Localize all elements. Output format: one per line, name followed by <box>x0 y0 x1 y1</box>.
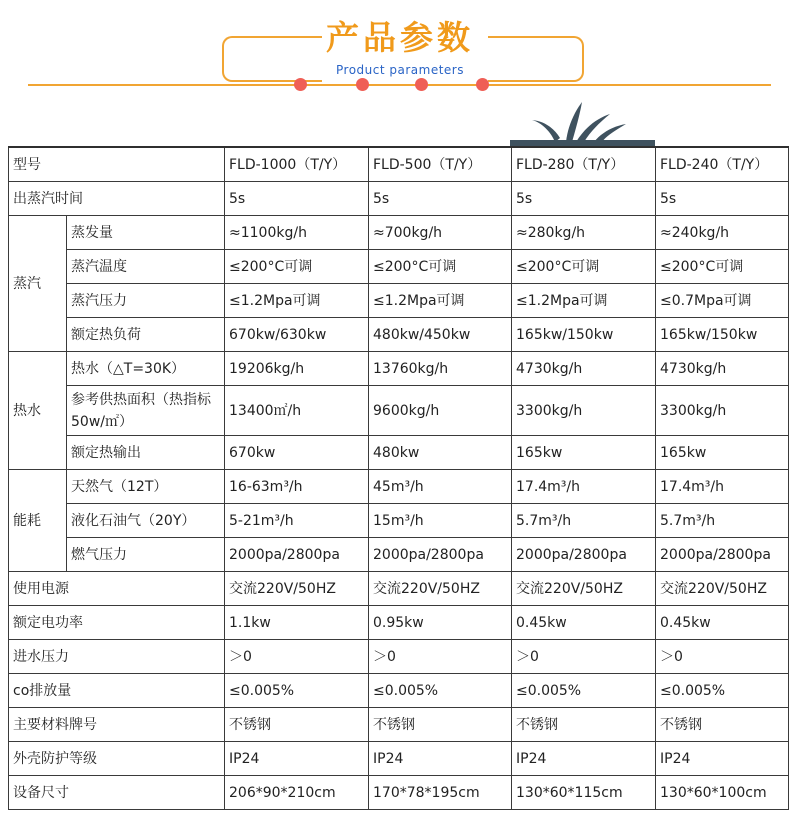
cell-value: ≤200°C可调 <box>512 250 656 284</box>
cell-label: 额定热输出 <box>67 436 225 470</box>
cell-value: 2000pa/2800pa <box>656 538 789 572</box>
cell-value: 不锈钢 <box>225 708 369 742</box>
cell-label: 出蒸汽时间 <box>9 182 225 216</box>
cell-value: 不锈钢 <box>512 708 656 742</box>
cell-value: 17.4m³/h <box>512 470 656 504</box>
page-subtitle: Product parameters <box>336 63 464 77</box>
cell-label: 使用电源 <box>9 572 225 606</box>
group-label-hot-water: 热水 <box>9 352 67 470</box>
cell-value: 15m³/h <box>369 504 512 538</box>
section-header <box>0 0 800 130</box>
cell-value: ≤0.005% <box>225 674 369 708</box>
cell-value: 交流220V/50HZ <box>512 572 656 606</box>
cell-value: 130*60*100cm <box>656 776 789 810</box>
cell-label: 燃气压力 <box>67 538 225 572</box>
decor-dot <box>294 78 307 91</box>
cell-value: 170*78*195cm <box>369 776 512 810</box>
decor-dot <box>356 78 369 91</box>
cell-value: 670kw/630kw <box>225 318 369 352</box>
cell-value: ＞0 <box>369 640 512 674</box>
cell-value: 2000pa/2800pa <box>225 538 369 572</box>
cell-value: 4730kg/h <box>512 352 656 386</box>
table-row <box>9 436 789 470</box>
table-row <box>9 606 789 640</box>
group-label-energy: 能耗 <box>9 470 67 572</box>
cell-value: 交流220V/50HZ <box>369 572 512 606</box>
cell-label: 蒸汽温度 <box>67 250 225 284</box>
cell-value: 2000pa/2800pa <box>512 538 656 572</box>
cell-value: ≤200°C可调 <box>225 250 369 284</box>
cell-label: 主要材料牌号 <box>9 708 225 742</box>
cell-model: FLD-240（T/Y） <box>656 147 789 182</box>
cell-label: 参考供热面积（热指标50w/㎡） <box>67 386 225 436</box>
cell-value: 2000pa/2800pa <box>369 538 512 572</box>
cell-value: 1.1kw <box>225 606 369 640</box>
cell-value: 不锈钢 <box>656 708 789 742</box>
cell-value: ≤200°C可调 <box>369 250 512 284</box>
cell-value: ≤0.005% <box>656 674 789 708</box>
table-row <box>9 182 789 216</box>
cell-label: 设备尺寸 <box>9 776 225 810</box>
cell-value: 5-21m³/h <box>225 504 369 538</box>
cell-value: 480kw <box>369 436 512 470</box>
cell-value: ≤0.005% <box>369 674 512 708</box>
table-row <box>9 640 789 674</box>
table-row <box>9 776 789 810</box>
cell-model: FLD-280（T/Y） <box>512 147 656 182</box>
cell-label: 额定电功率 <box>9 606 225 640</box>
cell-value: ＞0 <box>656 640 789 674</box>
cell-value: ≤1.2Mpa可调 <box>369 284 512 318</box>
table-row <box>9 708 789 742</box>
cell-value: 206*90*210cm <box>225 776 369 810</box>
cell-value: 45m³/h <box>369 470 512 504</box>
cell-value: 13760kg/h <box>369 352 512 386</box>
cell-value: ≤0.7Mpa可调 <box>656 284 789 318</box>
cell-value: 480kw/450kw <box>369 318 512 352</box>
cell-value: ＞0 <box>512 640 656 674</box>
table-row <box>9 318 789 352</box>
table-row <box>9 674 789 708</box>
cell-label: 天然气（12T） <box>67 470 225 504</box>
cell-value: 165kw <box>512 436 656 470</box>
cell-value: 5.7m³/h <box>656 504 789 538</box>
cell-value: 17.4m³/h <box>656 470 789 504</box>
cell-value: 670kw <box>225 436 369 470</box>
cell-label: 热水（△T=30K） <box>67 352 225 386</box>
cell-value: 130*60*115cm <box>512 776 656 810</box>
cell-value: 4730kg/h <box>656 352 789 386</box>
table-row <box>9 504 789 538</box>
table-row <box>9 216 789 250</box>
cell-value: 交流220V/50HZ <box>225 572 369 606</box>
decor-dot <box>476 78 489 91</box>
cell-value: ≤0.005% <box>512 674 656 708</box>
cell-value: IP24 <box>369 742 512 776</box>
header-divider-line <box>28 84 771 86</box>
cell-value: ≈1100kg/h <box>225 216 369 250</box>
cell-model: FLD-1000（T/Y） <box>225 147 369 182</box>
cell-value: 3300kg/h <box>512 386 656 436</box>
cell-value: ≈280kg/h <box>512 216 656 250</box>
cell-value: 0.95kw <box>369 606 512 640</box>
cell-value: 不锈钢 <box>369 708 512 742</box>
cell-value: 0.45kw <box>656 606 789 640</box>
cell-value: 5.7m³/h <box>512 504 656 538</box>
cell-value: 9600kg/h <box>369 386 512 436</box>
cell-value: 165kw/150kw <box>656 318 789 352</box>
page-title: 产品参数 <box>326 18 474 57</box>
cell-value: 3300kg/h <box>656 386 789 436</box>
table-row <box>9 284 789 318</box>
cell-value: 5s <box>656 182 789 216</box>
cell-value: ≤1.2Mpa可调 <box>512 284 656 318</box>
cell-label: 进水压力 <box>9 640 225 674</box>
decor-dot <box>415 78 428 91</box>
parameters-table <box>8 146 789 810</box>
table-row <box>9 538 789 572</box>
cell-value: 165kw/150kw <box>512 318 656 352</box>
leaf-decoration-icon <box>510 100 655 146</box>
table-row <box>9 386 789 436</box>
cell-value: IP24 <box>225 742 369 776</box>
table-row-model <box>9 147 789 182</box>
cell-value: 16-63m³/h <box>225 470 369 504</box>
cell-value: 0.45kw <box>512 606 656 640</box>
table-row <box>9 572 789 606</box>
cell-value: ≈240kg/h <box>656 216 789 250</box>
cell-label: 外壳防护等级 <box>9 742 225 776</box>
cell-value: IP24 <box>656 742 789 776</box>
cell-label: 液化石油气（20Y） <box>67 504 225 538</box>
cell-value: ＞0 <box>225 640 369 674</box>
cell-value: IP24 <box>512 742 656 776</box>
cell-label: 蒸发量 <box>67 216 225 250</box>
title-bracket-right <box>488 36 584 82</box>
cell-label: co排放量 <box>9 674 225 708</box>
cell-value: ≤200°C可调 <box>656 250 789 284</box>
cell-value: 13400㎡/h <box>225 386 369 436</box>
cell-value: ≈700kg/h <box>369 216 512 250</box>
cell-value: ≤1.2Mpa可调 <box>225 284 369 318</box>
cell-label: 额定热负荷 <box>67 318 225 352</box>
cell-value: 5s <box>225 182 369 216</box>
cell-label: 蒸汽压力 <box>67 284 225 318</box>
table-row <box>9 742 789 776</box>
cell-value: 19206kg/h <box>225 352 369 386</box>
cell-value: 5s <box>512 182 656 216</box>
cell-label: 型号 <box>9 147 225 182</box>
table-row <box>9 352 789 386</box>
group-label-steam: 蒸汽 <box>9 216 67 352</box>
cell-value: 交流220V/50HZ <box>656 572 789 606</box>
table-row <box>9 470 789 504</box>
cell-value: 165kw <box>656 436 789 470</box>
table-row <box>9 250 789 284</box>
cell-model: FLD-500（T/Y） <box>369 147 512 182</box>
cell-value: 5s <box>369 182 512 216</box>
